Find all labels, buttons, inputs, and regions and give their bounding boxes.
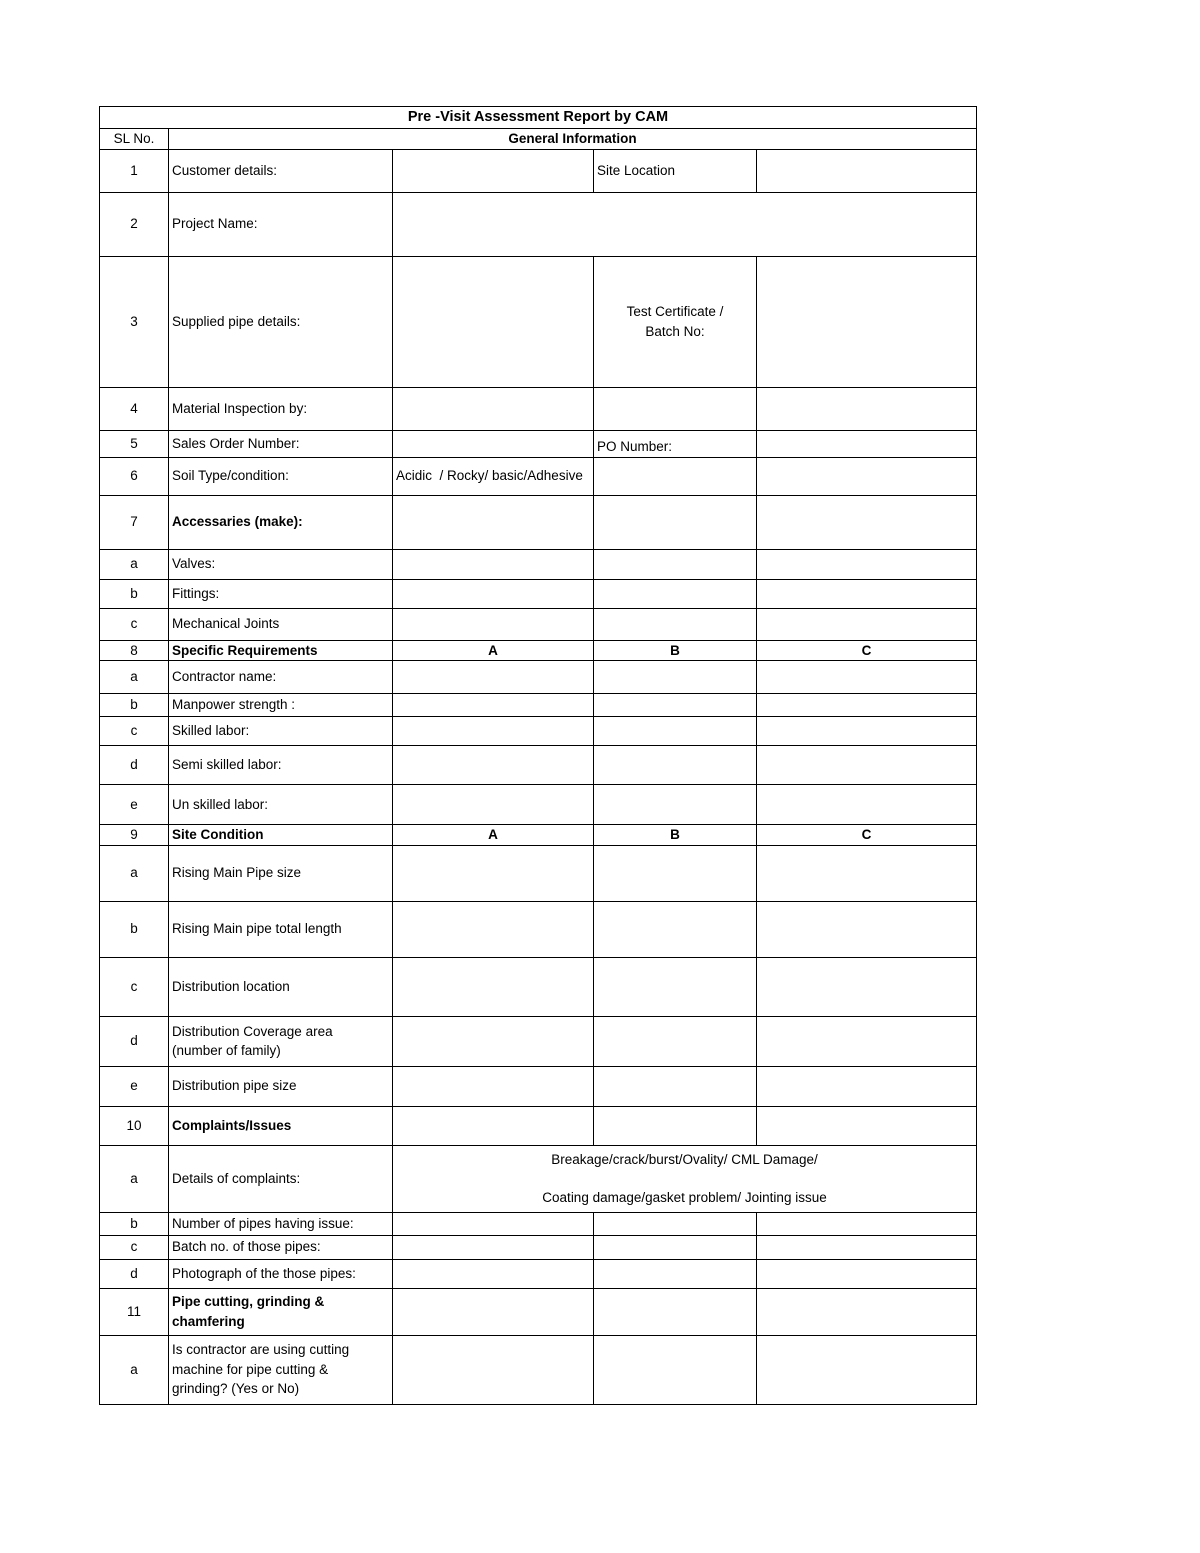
rising-main-pipe-size-label: Rising Main Pipe size xyxy=(169,845,393,901)
row-letter: c xyxy=(100,717,169,746)
batch-no-field-a[interactable] xyxy=(393,1235,594,1259)
column-c-header: C xyxy=(757,640,977,661)
valves-field-c[interactable] xyxy=(757,549,977,579)
un-skilled-labor-label: Un skilled labor: xyxy=(169,785,393,825)
manpower-strength-label: Manpower strength : xyxy=(169,694,393,717)
soil-type-options[interactable]: Acidic / Rocky/ basic/Adhesive xyxy=(393,457,594,495)
valves-label: Valves: xyxy=(169,549,393,579)
distribution-coverage-field-b[interactable] xyxy=(594,1016,757,1066)
complaints-issues-field-a[interactable] xyxy=(393,1106,594,1145)
row-letter: c xyxy=(100,957,169,1016)
mechanical-joints-field-c[interactable] xyxy=(757,608,977,640)
customer-details-label: Customer details: xyxy=(169,149,393,192)
row-letter: b xyxy=(100,579,169,608)
table-row xyxy=(100,256,977,387)
pipe-cutting-line1: Pipe cutting, grinding & xyxy=(172,1294,325,1310)
site-location-label: Site Location xyxy=(594,149,757,192)
table-row xyxy=(100,1288,977,1335)
material-inspection-field-b[interactable] xyxy=(594,387,757,430)
distribution-pipe-size-label: Distribution pipe size xyxy=(169,1066,393,1106)
cutting-machine-field-b[interactable] xyxy=(594,1335,757,1404)
sales-order-number-field[interactable] xyxy=(393,430,594,457)
sales-order-number-label: Sales Order Number: xyxy=(169,430,393,457)
number-of-pipes-label: Number of pipes having issue: xyxy=(169,1212,393,1235)
table-row xyxy=(100,640,977,661)
row-number: 11 xyxy=(100,1288,169,1335)
specific-requirements-label: Specific Requirements xyxy=(169,640,393,661)
valves-field-a[interactable] xyxy=(393,549,594,579)
cutting-machine-question-label xyxy=(169,1335,393,1404)
pipe-cutting-field-a[interactable] xyxy=(393,1288,594,1335)
material-inspection-field-a[interactable] xyxy=(393,387,594,430)
manpower-strength-field-a[interactable] xyxy=(393,694,594,717)
distribution-location-field-a[interactable] xyxy=(393,957,594,1016)
distribution-coverage-field-c[interactable] xyxy=(757,1016,977,1066)
un-skilled-labor-field-a[interactable] xyxy=(393,785,594,825)
row-number: 6 xyxy=(100,457,169,495)
project-name-field[interactable] xyxy=(393,192,977,256)
table-row xyxy=(100,149,977,192)
supplied-pipe-details-field[interactable] xyxy=(393,256,594,387)
semi-skilled-labor-field-b[interactable] xyxy=(594,746,757,785)
table-row xyxy=(100,957,977,1016)
pipe-cutting-line2: chamfering xyxy=(172,1313,245,1329)
table-row xyxy=(100,1259,977,1288)
distribution-pipe-size-field-a[interactable] xyxy=(393,1066,594,1106)
contractor-name-field-b[interactable] xyxy=(594,661,757,694)
table-row xyxy=(100,1145,977,1212)
table-row xyxy=(100,1066,977,1106)
cutting-machine-line1: Is contractor are using cutting xyxy=(172,1342,350,1358)
fittings-field-b[interactable] xyxy=(594,579,757,608)
rising-main-pipe-length-label: Rising Main pipe total length xyxy=(169,901,393,957)
table-row xyxy=(100,387,977,430)
accessaries-field-c[interactable] xyxy=(757,495,977,549)
table-row xyxy=(100,1106,977,1145)
rising-main-pipe-length-field-b[interactable] xyxy=(594,901,757,957)
number-of-pipes-field-c[interactable] xyxy=(757,1212,977,1235)
row-letter: c xyxy=(100,608,169,640)
table-row xyxy=(100,785,977,825)
un-skilled-labor-field-b[interactable] xyxy=(594,785,757,825)
row-letter: a xyxy=(100,549,169,579)
distribution-coverage-line2: (number of family) xyxy=(172,1043,281,1059)
row-letter: d xyxy=(100,746,169,785)
semi-skilled-labor-field-c[interactable] xyxy=(757,746,977,785)
complaint-options-line2: Coating damage/gasket problem/ Jointing issue xyxy=(542,1190,827,1206)
report-title: Pre -Visit Assessment Report by CAM xyxy=(100,107,977,129)
row-letter: b xyxy=(100,694,169,717)
details-of-complaints-label: Details of complaints: xyxy=(169,1145,393,1212)
table-row xyxy=(100,694,977,717)
batch-no-label: Batch no. of those pipes: xyxy=(169,1235,393,1259)
table-row xyxy=(100,1235,977,1259)
rising-main-pipe-length-field-a[interactable] xyxy=(393,901,594,957)
table-row xyxy=(100,717,977,746)
valves-field-b[interactable] xyxy=(594,549,757,579)
test-certificate-line1: Test Certificate / xyxy=(626,304,724,320)
fittings-field-a[interactable] xyxy=(393,579,594,608)
contractor-name-field-a[interactable] xyxy=(393,661,594,694)
complaints-issues-field-c[interactable] xyxy=(757,1106,977,1145)
test-certificate-line2: Batch No: xyxy=(645,323,705,339)
table-row xyxy=(100,1335,977,1404)
table-row xyxy=(100,1016,977,1066)
distribution-pipe-size-field-b[interactable] xyxy=(594,1066,757,1106)
row-letter: e xyxy=(100,1066,169,1106)
row-letter: a xyxy=(100,845,169,901)
row-number: 7 xyxy=(100,495,169,549)
table-row xyxy=(100,661,977,694)
test-certificate-field[interactable] xyxy=(757,256,977,387)
row-letter: a xyxy=(100,1335,169,1404)
table-row xyxy=(100,457,977,495)
general-information-header: General Information xyxy=(169,129,977,150)
fittings-label: Fittings: xyxy=(169,579,393,608)
mechanical-joints-label: Mechanical Joints xyxy=(169,608,393,640)
table-row xyxy=(100,192,977,256)
mechanical-joints-field-b[interactable] xyxy=(594,608,757,640)
row-number: 4 xyxy=(100,387,169,430)
column-c-header: C xyxy=(757,825,977,846)
pipe-cutting-label xyxy=(169,1288,393,1335)
cutting-machine-line2: machine for pipe cutting & xyxy=(172,1361,329,1377)
rising-main-pipe-size-field-b[interactable] xyxy=(594,845,757,901)
table-row xyxy=(100,430,977,457)
row-number: 3 xyxy=(100,256,169,387)
assessment-form-table xyxy=(99,106,977,1405)
table-row xyxy=(100,825,977,846)
batch-no-field-c[interactable] xyxy=(757,1235,977,1259)
skilled-labor-field-b[interactable] xyxy=(594,717,757,746)
cutting-machine-line3: grinding? (Yes or No) xyxy=(172,1381,300,1397)
site-condition-label: Site Condition xyxy=(169,825,393,846)
soil-type-field-b[interactable] xyxy=(594,457,757,495)
batch-no-field-b[interactable] xyxy=(594,1235,757,1259)
distribution-location-field-c[interactable] xyxy=(757,957,977,1016)
photograph-field-a[interactable] xyxy=(393,1259,594,1288)
project-name-label: Project Name: xyxy=(169,192,393,256)
pipe-cutting-field-b[interactable] xyxy=(594,1288,757,1335)
complaints-issues-label: Complaints/Issues xyxy=(169,1106,393,1145)
fittings-field-c[interactable] xyxy=(757,579,977,608)
site-location-field[interactable] xyxy=(757,149,977,192)
photograph-label: Photograph of the those pipes: xyxy=(169,1259,393,1288)
row-number: 2 xyxy=(100,192,169,256)
supplied-pipe-details-label: Supplied pipe details: xyxy=(169,256,393,387)
number-of-pipes-field-a[interactable] xyxy=(393,1212,594,1235)
complaints-issues-field-b[interactable] xyxy=(594,1106,757,1145)
semi-skilled-labor-label: Semi skilled labor: xyxy=(169,746,393,785)
row-number: 8 xyxy=(100,640,169,661)
distribution-location-label: Distribution location xyxy=(169,957,393,1016)
distribution-location-field-b[interactable] xyxy=(594,957,757,1016)
cutting-machine-field-c[interactable] xyxy=(757,1335,977,1404)
row-letter: c xyxy=(100,1235,169,1259)
table-row xyxy=(100,845,977,901)
table-row xyxy=(100,1212,977,1235)
rising-main-pipe-length-field-c[interactable] xyxy=(757,901,977,957)
table-row xyxy=(100,549,977,579)
un-skilled-labor-field-c[interactable] xyxy=(757,785,977,825)
soil-type-field-c[interactable] xyxy=(757,457,977,495)
material-inspection-label: Material Inspection by: xyxy=(169,387,393,430)
accessaries-field-a[interactable] xyxy=(393,495,594,549)
column-b-header: B xyxy=(594,825,757,846)
row-letter: d xyxy=(100,1016,169,1066)
distribution-pipe-size-field-c[interactable] xyxy=(757,1066,977,1106)
column-a-header: A xyxy=(393,640,594,661)
row-letter: e xyxy=(100,785,169,825)
mechanical-joints-field-a[interactable] xyxy=(393,608,594,640)
soil-type-label: Soil Type/condition: xyxy=(169,457,393,495)
distribution-coverage-field-a[interactable] xyxy=(393,1016,594,1066)
table-row xyxy=(100,495,977,549)
skilled-labor-field-a[interactable] xyxy=(393,717,594,746)
pipe-cutting-field-c[interactable] xyxy=(757,1288,977,1335)
photograph-field-c[interactable] xyxy=(757,1259,977,1288)
number-of-pipes-field-b[interactable] xyxy=(594,1212,757,1235)
column-b-header: B xyxy=(594,640,757,661)
manpower-strength-field-c[interactable] xyxy=(757,694,977,717)
row-number: 1 xyxy=(100,149,169,192)
rising-main-pipe-size-field-c[interactable] xyxy=(757,845,977,901)
details-of-complaints-options[interactable] xyxy=(393,1145,977,1212)
distribution-coverage-line1: Distribution Coverage area xyxy=(172,1023,333,1039)
contractor-name-label: Contractor name: xyxy=(169,661,393,694)
cutting-machine-field-a[interactable] xyxy=(393,1335,594,1404)
po-number-label: PO Number: xyxy=(594,430,757,457)
row-letter: a xyxy=(100,1145,169,1212)
contractor-name-field-c[interactable] xyxy=(757,661,977,694)
skilled-labor-label: Skilled labor: xyxy=(169,717,393,746)
distribution-coverage-label xyxy=(169,1016,393,1066)
accessaries-field-b[interactable] xyxy=(594,495,757,549)
table-row xyxy=(100,579,977,608)
skilled-labor-field-c[interactable] xyxy=(757,717,977,746)
accessaries-label: Accessaries (make): xyxy=(169,495,393,549)
row-letter: b xyxy=(100,1212,169,1235)
row-letter: b xyxy=(100,901,169,957)
row-letter: d xyxy=(100,1259,169,1288)
po-number-field[interactable] xyxy=(757,430,977,457)
sl-no-header: SL No. xyxy=(100,129,169,150)
table-row xyxy=(100,746,977,785)
photograph-field-b[interactable] xyxy=(594,1259,757,1288)
customer-details-field[interactable] xyxy=(393,149,594,192)
row-number: 5 xyxy=(100,430,169,457)
manpower-strength-field-b[interactable] xyxy=(594,694,757,717)
semi-skilled-labor-field-a[interactable] xyxy=(393,746,594,785)
row-letter: a xyxy=(100,661,169,694)
table-row xyxy=(100,901,977,957)
test-certificate-label xyxy=(594,256,757,387)
complaint-options-line1: Breakage/crack/burst/Ovality/ CML Damage/ xyxy=(551,1151,818,1167)
material-inspection-field-c[interactable] xyxy=(757,387,977,430)
table-row xyxy=(100,608,977,640)
row-number: 9 xyxy=(100,825,169,846)
column-a-header: A xyxy=(393,825,594,846)
row-number: 10 xyxy=(100,1106,169,1145)
rising-main-pipe-size-field-a[interactable] xyxy=(393,845,594,901)
